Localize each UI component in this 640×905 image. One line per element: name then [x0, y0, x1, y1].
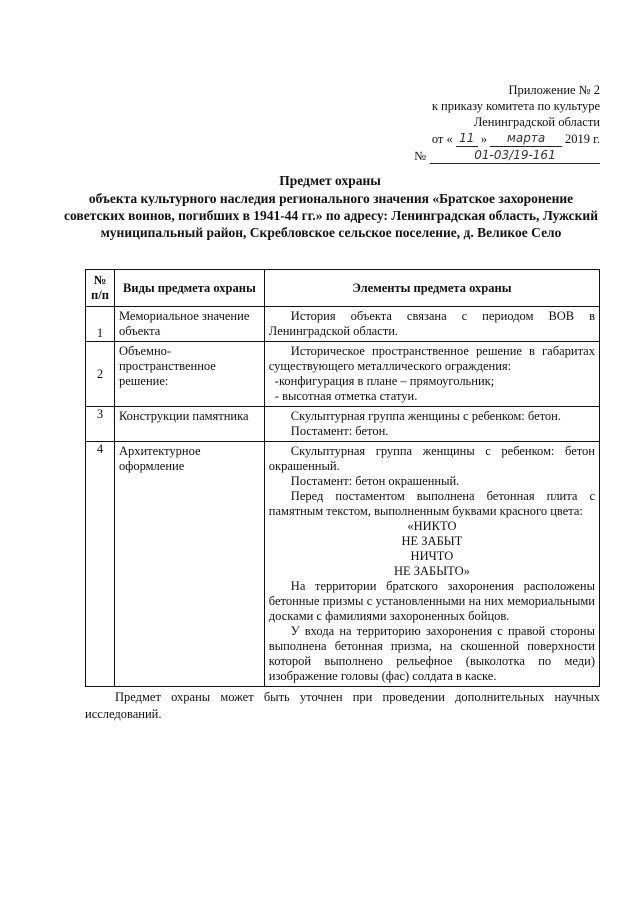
row-kind: Архитектурное оформление [114, 442, 264, 687]
date-month: марта [490, 130, 562, 147]
element-text: У входа на территорию захоронения с правой стороны выполнена бетонная призма, на скошенной поверхности которой выполнено рельефное (выколотка по меди) изображение головы (фас) солдата в каске. [268, 624, 595, 683]
row-number: 1 [86, 307, 115, 342]
element-text: На территории братского захоронения расположены бетонные призмы с установленными на них мемориальными досками с фамилиями захороненных бойцов. [268, 579, 595, 623]
row-elements [264, 307, 599, 342]
header-number: № п/п [86, 270, 115, 307]
appendix-line-2: к приказу комитета по культуре [431, 99, 600, 113]
memorial-inscription-line: НЕ ЗАБЫТ [401, 534, 463, 548]
table-row [86, 442, 600, 687]
date-prefix: от « [431, 132, 453, 146]
header-kind: Виды предмета охраны [114, 270, 264, 307]
row-kind: Конструкции памятника [114, 407, 264, 442]
table-row [86, 342, 600, 407]
document-title: Предмет охраны [279, 173, 381, 188]
element-text: -конфигурация в плане – прямоугольник; [274, 374, 495, 388]
row-kind: Объемно-пространственное решение: [114, 342, 264, 407]
date-day: 11 [456, 130, 478, 147]
table-header-row [86, 270, 600, 307]
memorial-inscription-line: «НИКТО [407, 519, 457, 533]
order-number [390, 147, 600, 164]
element-text: - высотная отметка статуи. [274, 389, 418, 403]
order-date [390, 130, 600, 147]
element-text: Скульптурная группа женщины с ребенком: бетон окрашенный. [268, 444, 595, 473]
number-value: 01-03/19-161 [430, 147, 600, 164]
element-text: Постамент: бетон окрашенный. [290, 474, 460, 488]
appendix-line-1: Приложение № 2 [508, 83, 600, 97]
date-year: 2019 г. [565, 132, 600, 146]
table-row [86, 407, 600, 442]
number-prefix: № [414, 149, 426, 163]
table-row [86, 307, 600, 342]
memorial-inscription-line: НЕ ЗАБЫТО» [393, 564, 470, 578]
row-number: 4 [86, 442, 115, 687]
document-subtitle: объекта культурного наследия регионального значения «Братское захоронение советских воинов, погибших в 1941-44 гг.» по адресу: Ленинградская область, Лужский муниципальный район, Скребловское сельское поселение, д. Великое Село [64, 191, 598, 240]
element-text: Перед постаментом выполнена бетонная плита с памятным текстом, выполненным буквами красного цвета: [268, 489, 595, 518]
footer-note: Предмет охраны может быть уточнен при проведении дополнительных научных исследований. [85, 690, 600, 721]
element-text: Постамент: бетон. [290, 424, 389, 438]
row-kind: Мемориальное значение объекта [114, 307, 264, 342]
header-elements: Элементы предмета охраны [264, 270, 599, 307]
row-elements [264, 442, 599, 687]
memorial-inscription-line: НИЧТО [410, 549, 454, 563]
element-text: Скульптурная группа женщины с ребенком: бетон. [290, 409, 561, 423]
row-elements [264, 342, 599, 407]
row-number: 3 [86, 407, 115, 442]
element-text: История объекта связана с периодом ВОВ в Ленинградской области. [268, 309, 595, 338]
appendix-block [390, 82, 600, 164]
row-elements [264, 407, 599, 442]
protection-table [85, 269, 600, 687]
date-mid: » [480, 132, 488, 146]
row-number: 2 [86, 342, 115, 407]
appendix-line-3: Ленинградской области [473, 115, 600, 129]
element-text: Историческое пространственное решение в габаритах существующего металлического ограждения: [268, 344, 595, 373]
